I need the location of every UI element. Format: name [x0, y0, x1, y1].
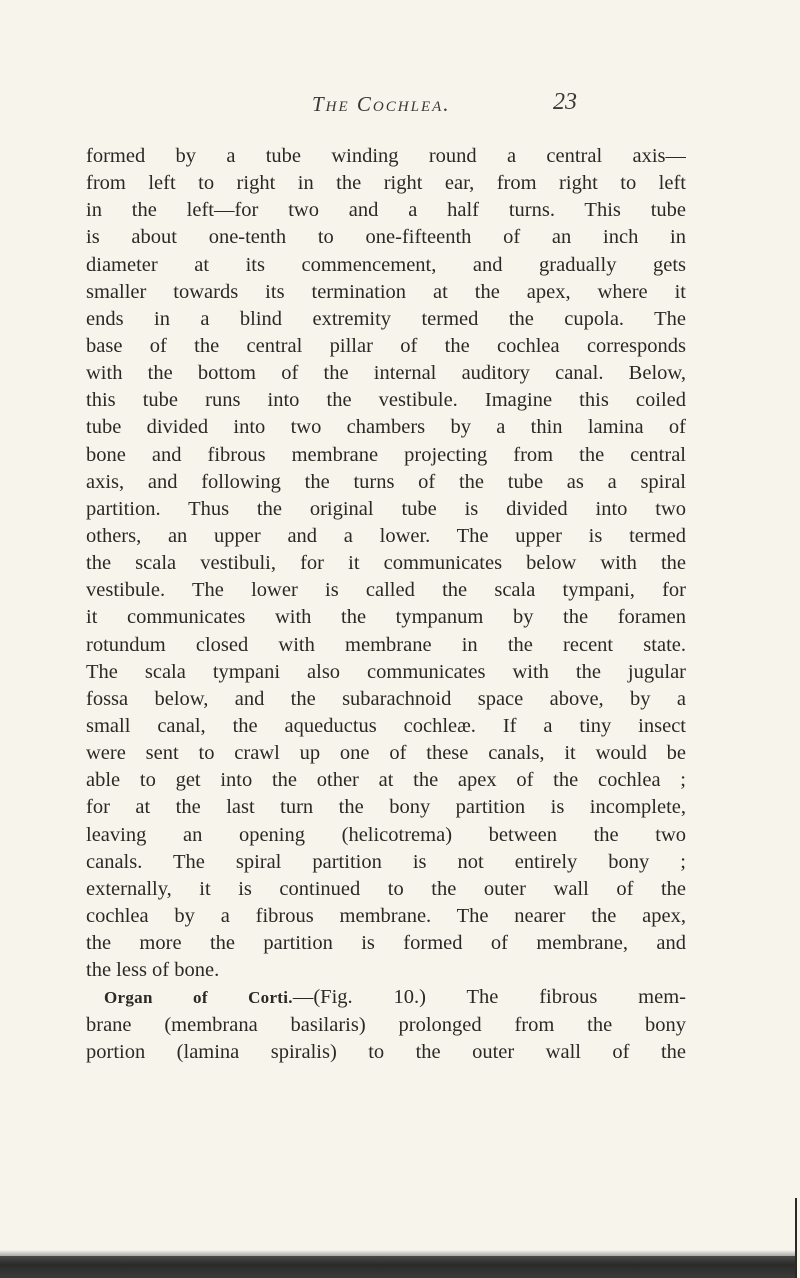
text-line: with the bottom of the internal auditory canal. Below,: [86, 362, 686, 385]
text-line: ends in a blind extremity termed the cupola. The: [86, 307, 686, 330]
text-line: from left to right in the right ear, from right to left: [86, 172, 686, 195]
text-line: diameter at its commencement, and gradually gets: [86, 253, 686, 276]
text-line: The scala tympani also communicates with the jugular: [86, 660, 686, 683]
text-line: tube divided into two chambers by a thin lamina of: [86, 416, 686, 439]
text-line: is about one-tenth to one-fifteenth of an inch in: [86, 226, 686, 249]
body-text: [86, 143, 686, 1066]
text-line: were sent to crawl up one of these canals, it would be: [86, 742, 686, 765]
text-line: canals. The spiral partition is not entirely bony ;: [86, 850, 686, 873]
text-line: externally, it is continued to the outer wall of the: [86, 877, 686, 900]
scan-right-edge: [795, 1198, 797, 1278]
scan-bottom-edge: [0, 1256, 795, 1278]
text-line: partition. Thus the original tube is divided into two: [86, 497, 686, 520]
text-line: fossa below, and the subarachnoid space above, by a: [86, 687, 686, 710]
text-line: bone and fibrous membrane projecting from the central: [86, 443, 686, 466]
text-line: base of the central pillar of the cochlea corresponds: [86, 334, 686, 357]
page-number: 23: [553, 89, 577, 115]
section-first-line: [86, 984, 686, 1011]
text-line: able to get into the other at the apex of the cochlea ;: [86, 769, 686, 792]
text-line: brane (membrana basilaris) prolonged from the bony: [86, 1013, 686, 1036]
text-line: rotundum closed with membrane in the recent state.: [86, 633, 686, 656]
text-line: this tube runs into the vestibule. Imagine this coiled: [86, 389, 686, 412]
text-line: vestibule. The lower is called the scala tympani, for: [86, 579, 686, 602]
text-line: the scala vestibuli, for it communicates below with the: [86, 552, 686, 575]
text-line: the more the partition is formed of membrane, and: [86, 932, 686, 955]
text-line: small canal, the aqueductus cochleæ. If a tiny insect: [86, 714, 686, 737]
running-head: [0, 89, 800, 122]
text-line: cochlea by a fibrous membrane. The nearer the apex,: [86, 904, 686, 927]
text-line: formed by a tube winding round a central axis—: [86, 145, 686, 167]
text-line: others, an upper and a lower. The upper is termed: [86, 524, 686, 547]
text-line: it communicates with the tympanum by the foramen: [86, 606, 686, 629]
text-line: in the left—for two and a half turns. This tube: [86, 199, 686, 222]
text-line: the less of bone.: [86, 959, 220, 982]
text-line: smaller towards its termination at the apex, where it: [86, 280, 686, 303]
text-line: axis, and following the turns of the tube as a spiral: [86, 470, 686, 493]
text-line: for at the last turn the bony partition is incomplete,: [86, 796, 686, 819]
running-title: The Cochlea.: [312, 92, 451, 116]
section-heading: Organ of Corti.: [104, 988, 293, 1008]
text-line: portion (lamina spiralis) to the outer wall of the: [86, 1040, 686, 1063]
text-run: —(Fig. 10.) The fibrous mem-: [292, 986, 686, 1009]
text-line: leaving an opening (helicotrema) between the two: [86, 823, 686, 846]
